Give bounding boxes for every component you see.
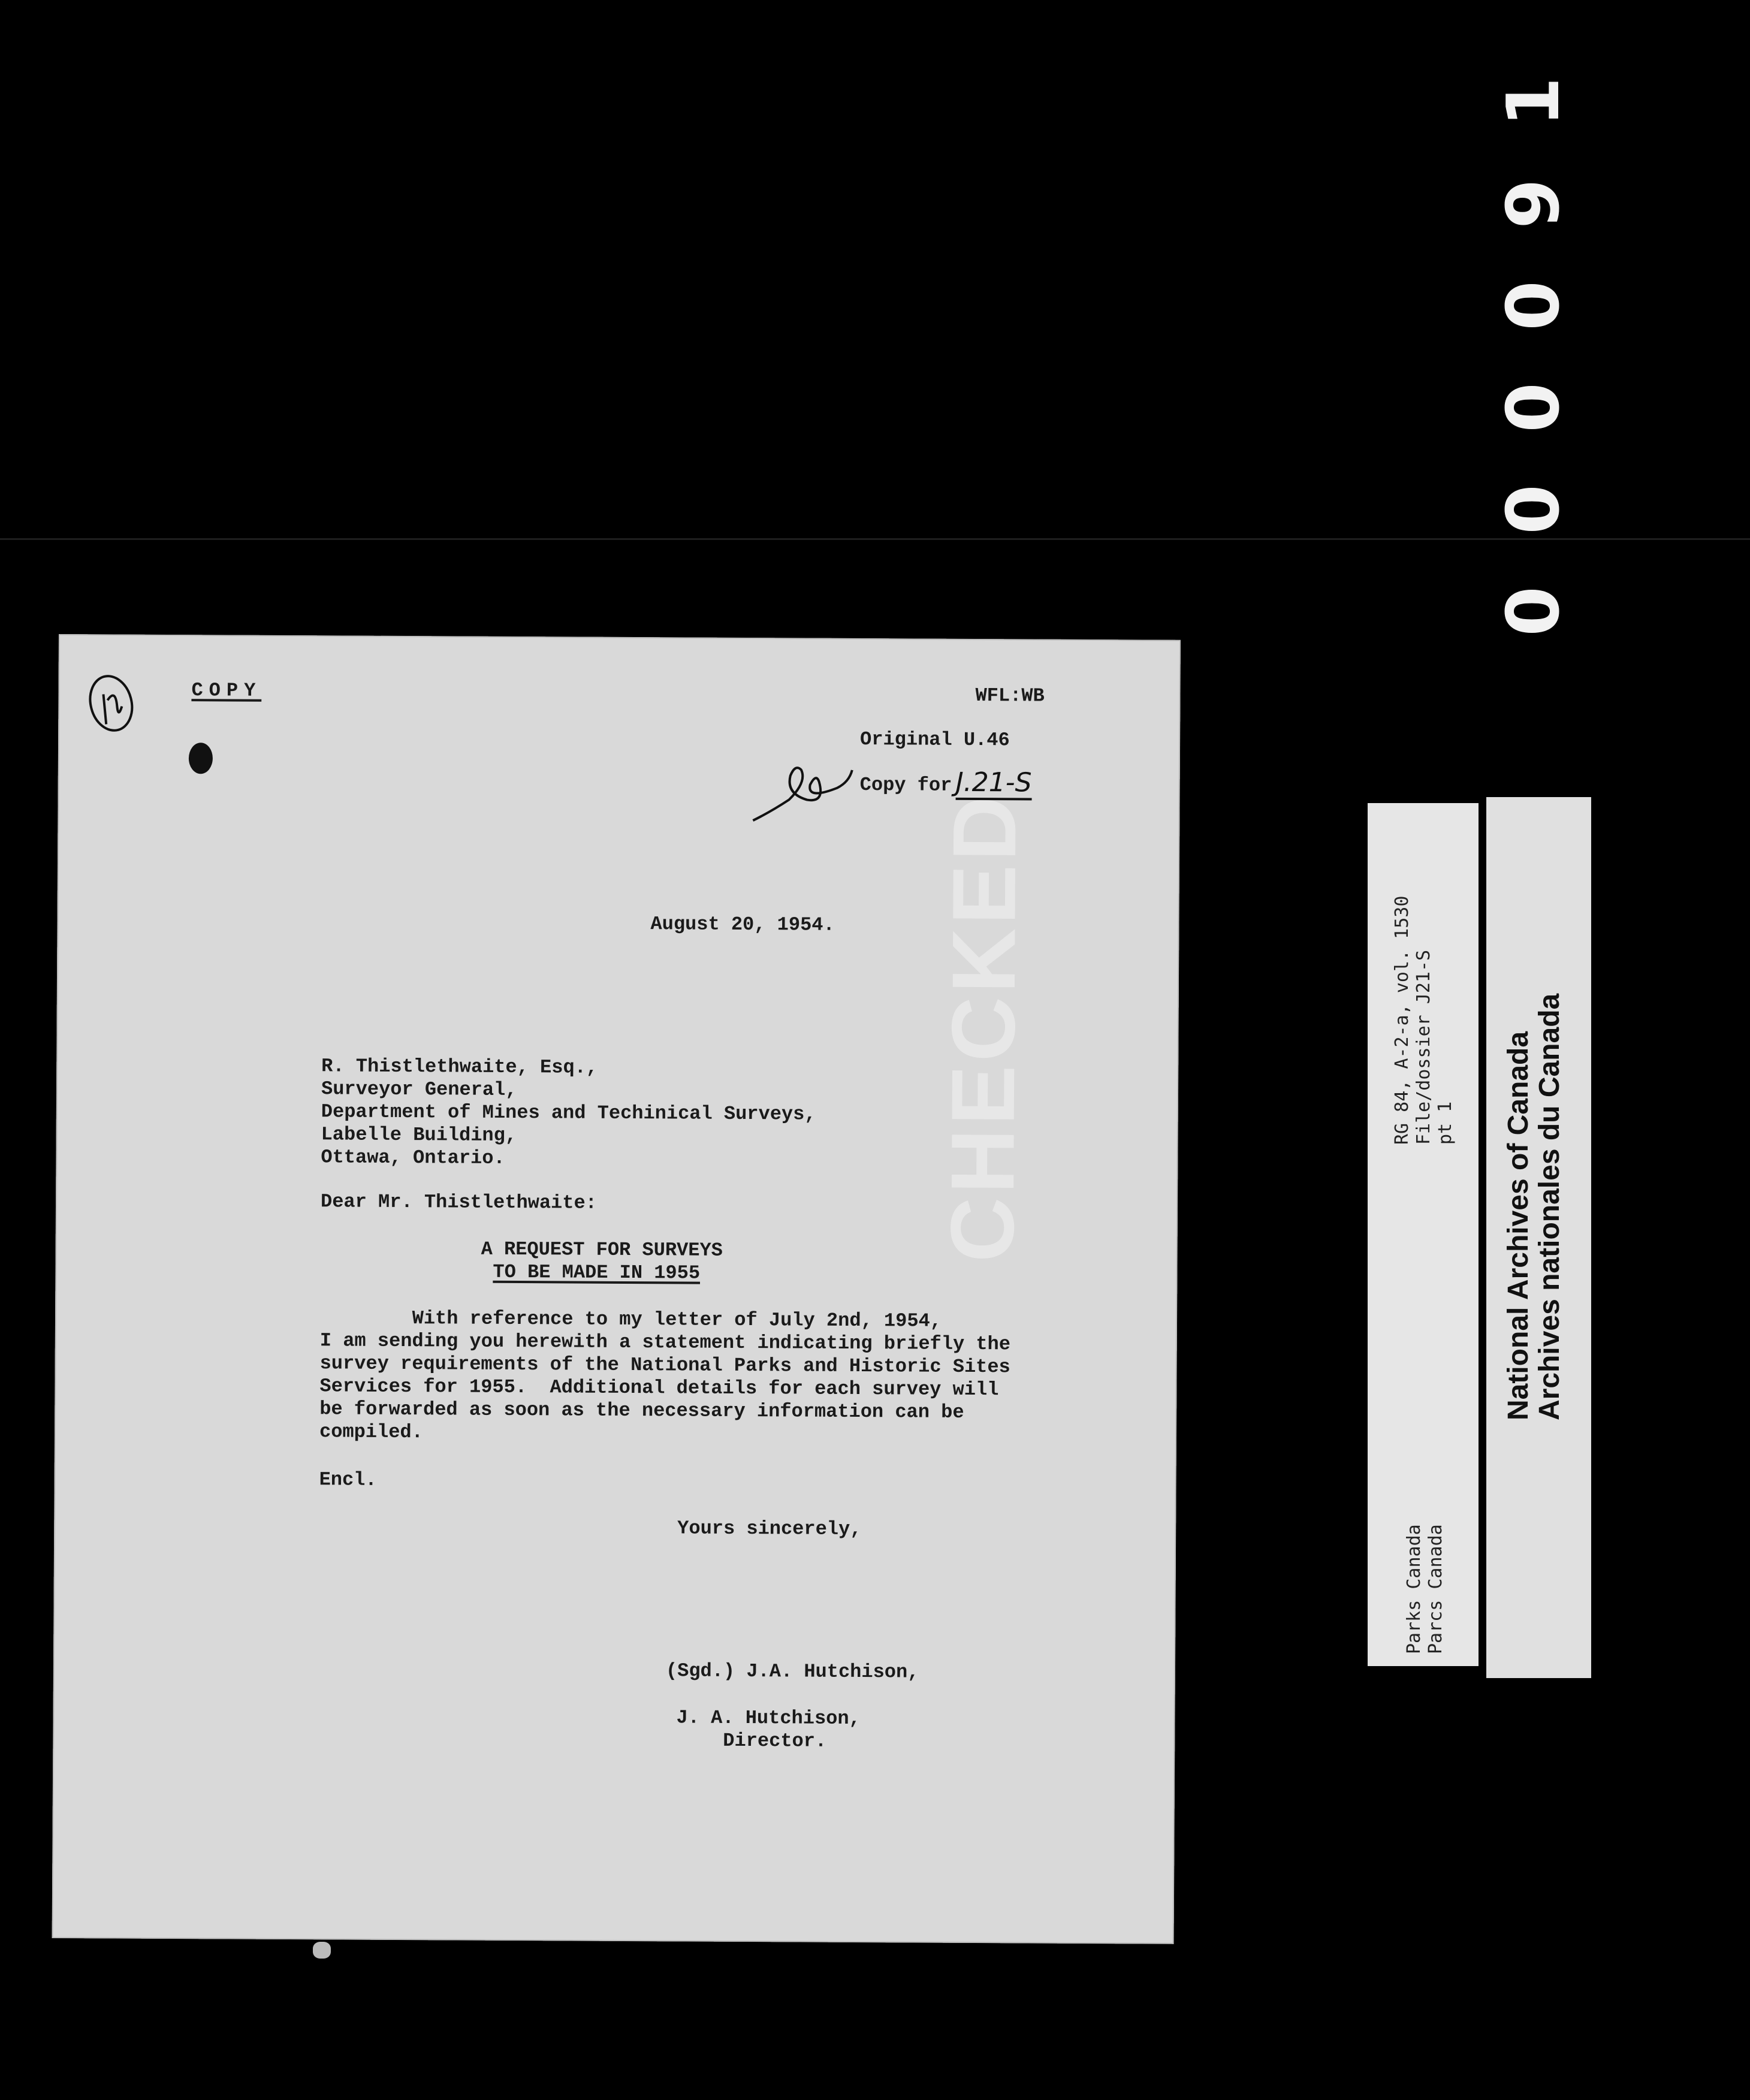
archive-reference-line: File/dossier J21-S <box>1413 949 1434 1145</box>
agency-line: Parks Canada <box>1404 1524 1425 1654</box>
page-corner-speck <box>313 1942 331 1959</box>
body-line: With reference to my letter of July 2nd, 1954, <box>319 1307 942 1332</box>
archive-reference-line: pt 1 <box>1435 1101 1456 1145</box>
counter-digit: 0 <box>1492 382 1576 433</box>
closing: Yours sincerely, <box>677 1517 862 1541</box>
address-line: Surveyor General, <box>321 1078 517 1102</box>
body-line: survey requirements of the National Parks and Historic Sites <box>319 1352 1010 1378</box>
enclosure-note: Encl. <box>319 1468 377 1491</box>
copy-for-file-number: J.21-S <box>956 767 1032 801</box>
counter-digit: 0 <box>1492 586 1576 636</box>
signed-line: (Sgd.) J.A. Hutchison, <box>665 1660 919 1683</box>
copy-mark: COPY <box>191 679 262 702</box>
copy-for-label: Copy for <box>859 774 952 796</box>
ink-blot <box>189 743 213 774</box>
counter-digit: 9 <box>1492 179 1576 229</box>
signatory-title: Director. <box>723 1729 827 1752</box>
archive-reference-line: RG 84, A-2-a, vol. 1530 <box>1392 895 1413 1145</box>
circled-initials-mark <box>82 670 143 737</box>
salutation: Dear Mr. Thistlethwaite: <box>320 1190 598 1214</box>
frame-counter <box>1492 54 1576 636</box>
address-line: Labelle Building, <box>321 1123 517 1147</box>
letter-date: August 20, 1954. <box>650 913 835 936</box>
address-line: R. Thistlethwaite, Esq., <box>321 1055 598 1079</box>
archive-institution-strip <box>1486 797 1591 1678</box>
counter-digit: 0 <box>1492 280 1576 331</box>
body-line: be forwarded as soon as the necessary information can be <box>319 1398 964 1423</box>
letter-page <box>52 634 1181 1944</box>
subject-line-2: TO BE MADE IN 1955 <box>493 1260 701 1284</box>
counter-digit: 1 <box>1492 77 1576 127</box>
institution-name-fr: Archives nationales du Canada <box>1534 993 1565 1420</box>
checked-stamp: CHECKED <box>931 792 1035 1263</box>
handwritten-signature-flourish <box>747 758 855 830</box>
counter-digit: 0 <box>1492 484 1576 535</box>
body-line: compiled. <box>319 1420 423 1444</box>
original-reference: Original U.46 <box>860 728 1010 752</box>
body-line: I am sending you herewith a statement indicating briefly the <box>319 1329 1011 1356</box>
body-line: Services for 1955. Additional details for each survey will <box>319 1375 999 1401</box>
institution-name-en: National Archives of Canada <box>1502 1031 1534 1420</box>
signatory-name: J. A. Hutchison, <box>676 1706 861 1730</box>
subject-line-1: A REQUEST FOR SURVEYS <box>481 1238 723 1262</box>
typist-initials: WFL:WB <box>975 684 1045 707</box>
agency-line: Parcs Canada <box>1425 1524 1446 1654</box>
address-line: Ottawa, Ontario. <box>321 1146 505 1169</box>
address-line: Department of Mines and Techinical Surveys, <box>321 1100 816 1126</box>
archive-reference-strip <box>1368 803 1479 1666</box>
